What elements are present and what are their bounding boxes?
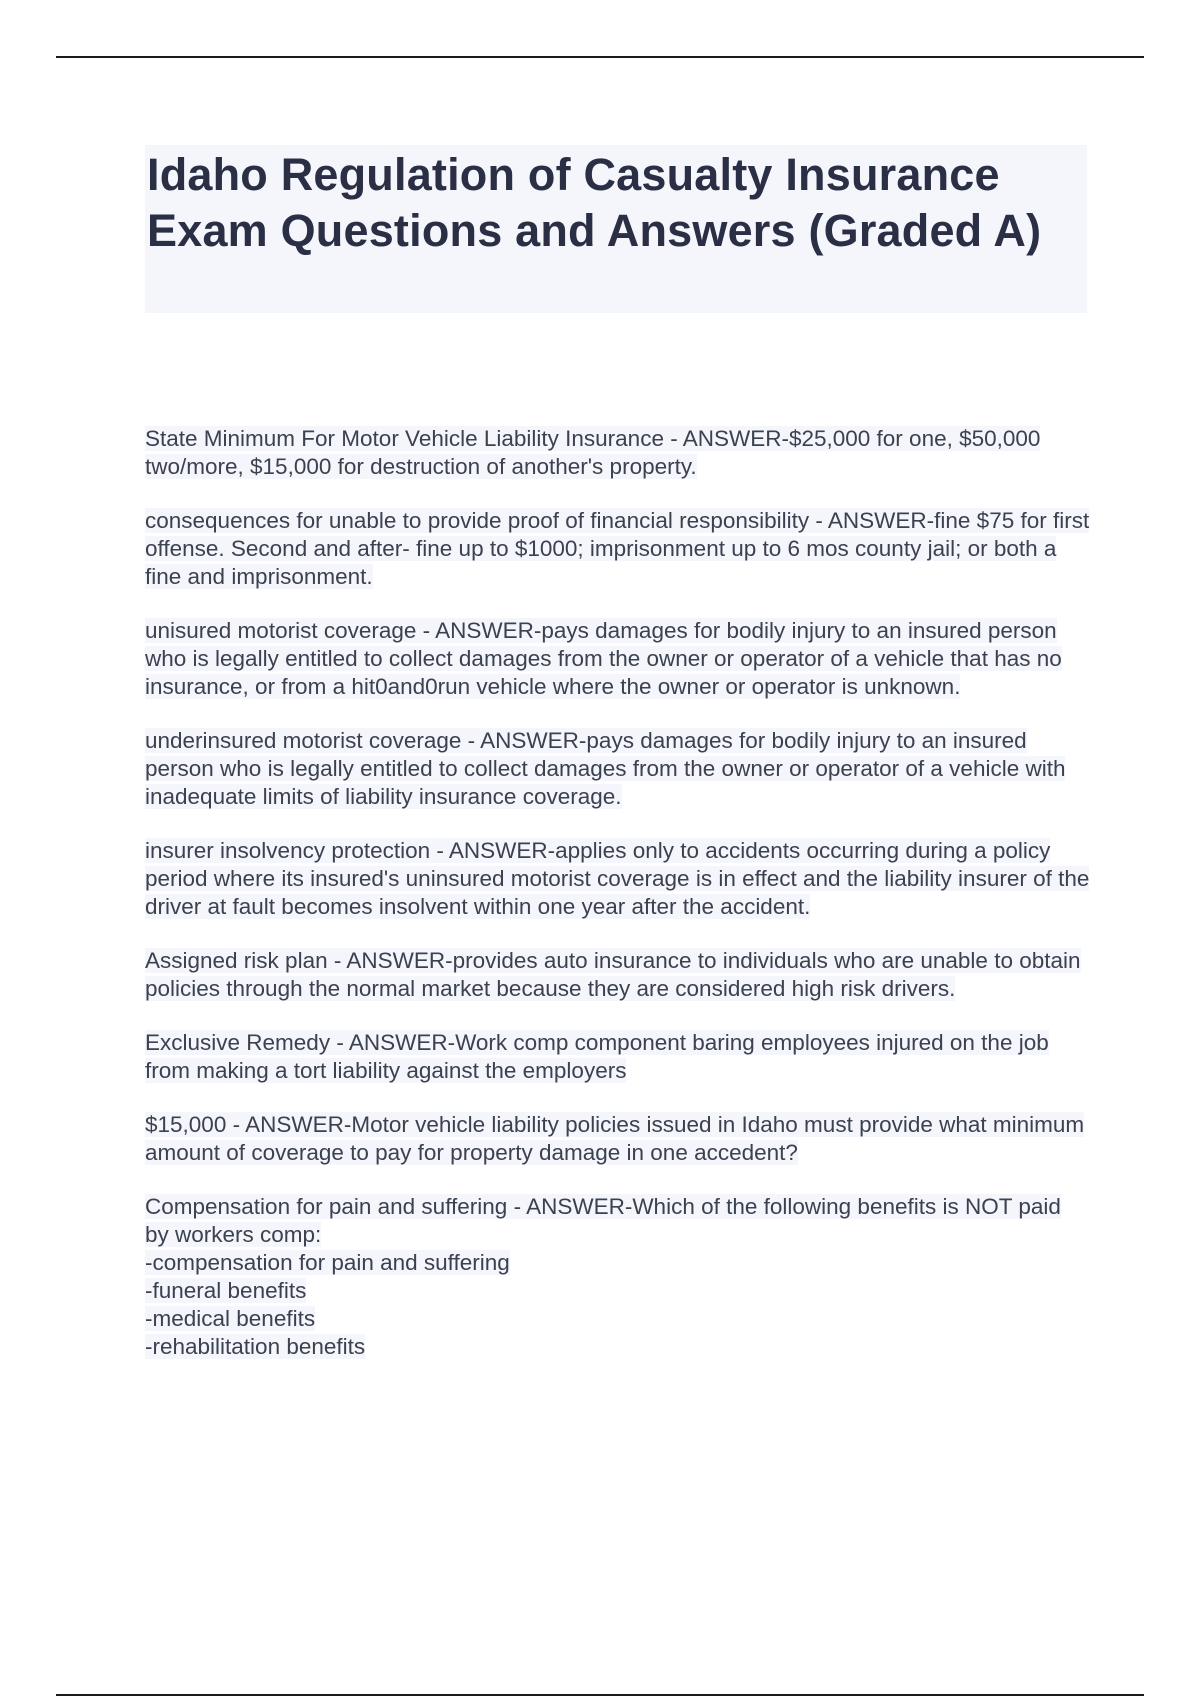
qa-item — [145, 507, 1090, 591]
qa-item — [145, 425, 1090, 481]
qa-item — [145, 617, 1090, 701]
document-title: Idaho Regulation of Casualty Insurance Exam Questions and Answers (Graded A) — [147, 149, 1042, 256]
qa-item — [145, 1111, 1090, 1167]
qa-text: $15,000 - ANSWER-Motor vehicle liability policies issued in Idaho must provide what minimum amount of coverage to pay for property damage in one accedent? — [145, 1112, 1085, 1165]
qa-list — [145, 425, 1090, 1387]
qa-text: insurer insolvency protection - ANSWER-applies only to accidents occurring during a policy period where its insured's uninsured motorist coverage is in effect and the liability insurer of the driver at fault becomes insolvent within one year after the accident. — [145, 838, 1090, 919]
qa-text: State Minimum For Motor Vehicle Liability Insurance - ANSWER-$25,000 for one, $50,000 two/more, $15,000 for destruction of another's property. — [145, 426, 1041, 479]
qa-item — [145, 1029, 1090, 1085]
qa-text: Exclusive Remedy - ANSWER-Work comp component baring employees injured on the job from making a tort liability against the employers — [145, 1030, 1049, 1083]
qa-item — [145, 837, 1090, 921]
qa-item — [145, 1193, 1090, 1361]
title-block — [145, 145, 1087, 313]
top-rule — [56, 56, 1144, 58]
qa-text: unisured motorist coverage - ANSWER-pays damages for bodily injury to an insured person who is legally entitled to collect damages from the owner or operator of a vehicle that has no insurance, or from a hit0and0run vehicle where the owner or operator is unknown. — [145, 618, 1062, 699]
qa-text: Compensation for pain and suffering - ANSWER-Which of the following benefits is NOT paid by workers comp: -compensation for pain and suffering -funeral benefits -medical benefits -rehabilitation benefits — [145, 1194, 1061, 1359]
qa-text: underinsured motorist coverage - ANSWER-pays damages for bodily injury to an insured person who is legally entitled to collect damages from the owner or operator of a vehicle with inadequate limits of liability insurance coverage. — [145, 728, 1066, 809]
qa-text: Assigned risk plan - ANSWER-provides auto insurance to individuals who are unable to obtain policies through the normal market because they are considered high risk drivers. — [145, 948, 1081, 1001]
bottom-rule — [56, 1694, 1144, 1696]
qa-text: consequences for unable to provide proof of financial responsibility - ANSWER-fine $75 for first offense. Second and after- fine up to $1000; imprisonment up to 6 mos county jail; or both a fine and imprisonment. — [145, 508, 1090, 589]
qa-item — [145, 947, 1090, 1003]
qa-item — [145, 727, 1090, 811]
